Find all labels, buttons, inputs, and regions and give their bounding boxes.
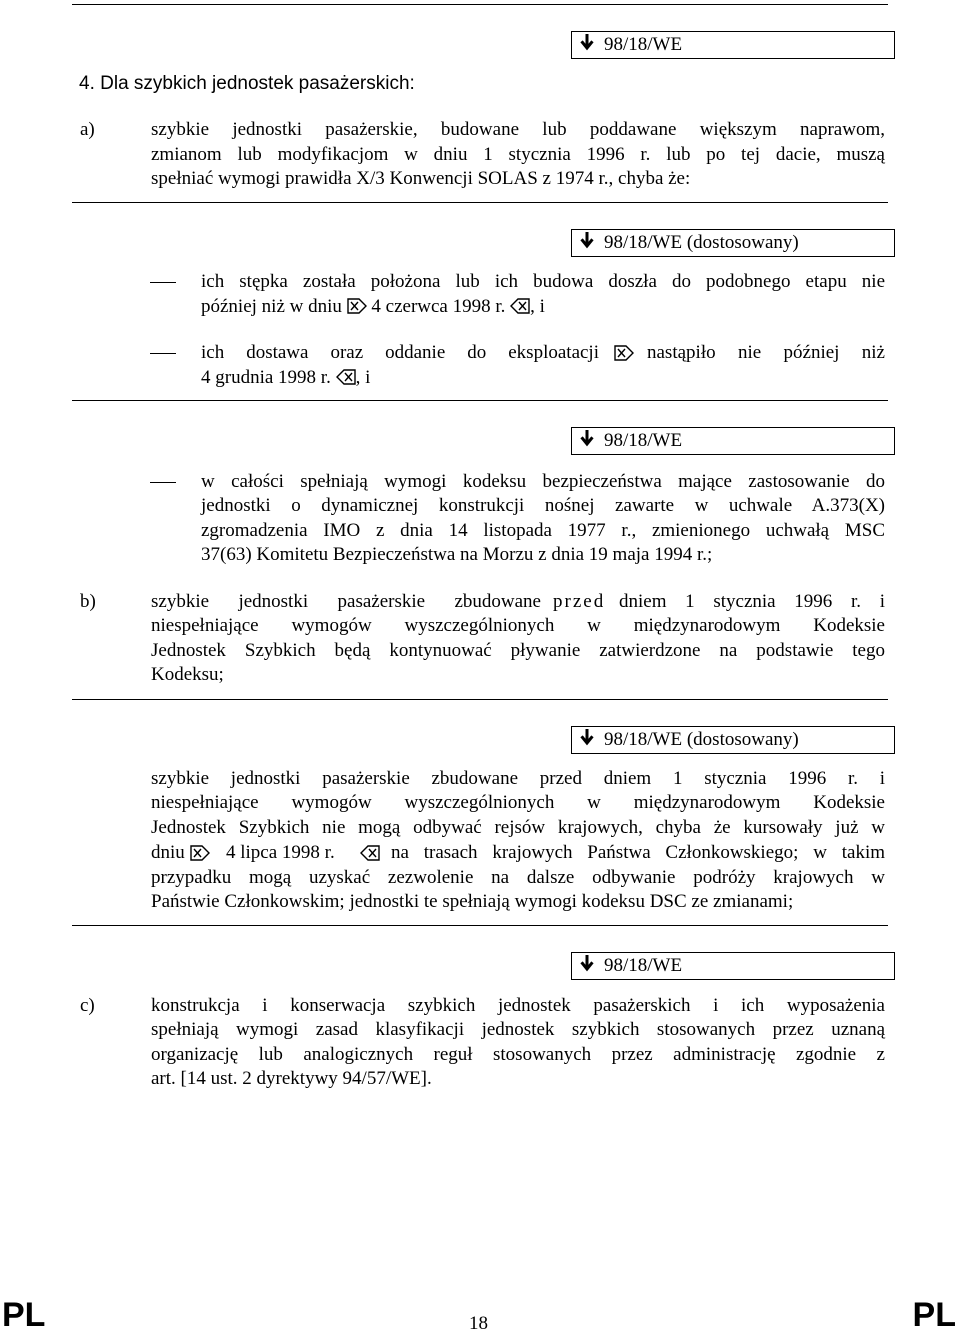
separator-rule-1	[72, 202, 888, 203]
block-4-line-1: szybkie jednostki pasażerskie zbudowane przed dniem 1 stycznia 1996 r. i	[151, 768, 885, 789]
arrow-down-icon	[580, 34, 594, 52]
item-c-line-3: organizację lub analogicznych reguł stosowanych przez administrację zgodnie z	[151, 1044, 885, 1065]
insert-start-marker-icon	[190, 845, 210, 861]
text-segment: szybkie jednostki pasażerskie zbudowane	[151, 591, 541, 612]
dash-bullet	[150, 353, 176, 354]
block-2-dash-1-line-2	[201, 295, 545, 319]
arrow-down-icon	[580, 955, 594, 973]
text-segment: dniem 1 stycznia 1996 r. i	[619, 591, 885, 612]
block-4-line-5: przypadku mogą uzyskać zezwolenie na dalsze odbywanie podróży krajowych w	[151, 867, 885, 888]
block-2-dash-2-line-1-a: ich dostawa oraz oddanie do eksploatacji	[201, 342, 599, 363]
text-segment: 4 lipca 1998 r.	[226, 842, 335, 863]
item-c-line-4: art. [14 ust. 2 dyrektywy 94/57/WE].	[151, 1068, 432, 1089]
separator-rule-4	[72, 925, 888, 926]
block-4-line-2: niespełniające wymogów wyszczególnionych w międzynarodowym Kodeksie	[151, 792, 885, 813]
ref-label: 98/18/WE (dostosowany)	[604, 729, 799, 750]
page-number: 18	[469, 1313, 488, 1334]
ref-label: 98/18/WE	[604, 955, 683, 976]
block-4-line-6: Państwie Członkowskim; jednostki te spełniają wymogi kodeksu DSC ze zmianami;	[151, 891, 794, 912]
ref-box-98-18-we	[571, 952, 895, 980]
ref-box-98-18-we	[571, 427, 895, 455]
ref-box-98-18-we-adapted	[571, 229, 895, 257]
insert-end-marker-icon	[336, 369, 356, 385]
block-3-line-3: zgromadzenia IMO z dnia 14 listopada 1977 r., zmienionego uchwałą MSC	[201, 520, 885, 541]
text-segment: , i	[355, 367, 371, 388]
top-rule	[72, 4, 888, 5]
text-segment: 4 czerwca 1998 r.	[371, 296, 506, 317]
item-c-label: c)	[80, 995, 95, 1016]
item-a-line-1: szybkie jednostki pasażerskie, budowane lub poddawane większym naprawom,	[151, 119, 885, 140]
text-segment: , i	[530, 296, 545, 317]
insert-start-marker-icon	[614, 345, 634, 361]
footer-lang-right: PL	[912, 1296, 956, 1334]
text-segment: na trasach krajowych Państwa Członkowskiego; w takim	[391, 842, 885, 863]
insert-end-marker-icon	[360, 845, 380, 861]
separator-rule-3	[72, 699, 888, 700]
text-segment-emphasized: przed	[553, 591, 606, 612]
ref-box-98-18-we	[571, 31, 895, 59]
block-2-dash-2-line-2	[201, 366, 370, 390]
text-segment: nastąpiło nie później niż	[647, 342, 885, 363]
item-a-line-3: spełniać wymogi prawidła X/3 Konwencji SOLAS z 1974 r., chyba że:	[151, 168, 691, 189]
dash-bullet	[150, 282, 176, 283]
text-segment: 4 grudnia 1998 r.	[201, 367, 331, 388]
item-c-line-1: konstrukcja i konserwacja szybkich jednostek pasażerskich i ich wyposażenia	[151, 995, 885, 1016]
insert-end-marker-icon	[510, 298, 530, 314]
block-3-line-2: jednostki o dynamicznej konstrukcji nośnej zawarte w uchwale A.373(X)	[201, 495, 885, 516]
block-3-line-1: w całości spełniają wymogi kodeksu bezpieczeństwa mające zastosowanie do	[201, 471, 885, 492]
ref-label: 98/18/WE	[604, 430, 683, 451]
item-b-line-2: niespełniające wymogów wyszczególnionych w międzynarodowym Kodeksie	[151, 615, 885, 636]
text-segment: później niż w dniu	[201, 296, 342, 317]
block-2-dash-1-line-1: ich stępka została położona lub ich budowa doszła do podobnego etapu nie	[201, 271, 885, 292]
item-c-line-2: spełniają wymogi zasad klasyfikacji jednostek szybkich stosowanych przez uznaną	[151, 1019, 885, 1040]
arrow-down-icon	[580, 729, 594, 747]
item-b-label: b)	[80, 591, 96, 612]
item-a-line-2: zmianom lub modyfikacjom w dniu 1 stycznia 1996 r. lub po tej dacie, muszą	[151, 144, 885, 165]
block-3-line-4: 37(63) Komitetu Bezpieczeństwa na Morzu z dnia 19 maja 1994 r.;	[201, 544, 713, 565]
section-heading: 4. Dla szybkich jednostek pasażerskich:	[79, 73, 415, 94]
item-a-label: a)	[80, 119, 95, 140]
ref-box-98-18-we-adapted	[571, 726, 895, 754]
item-b-line-4: Kodeksu;	[151, 664, 224, 685]
insert-start-marker-icon	[347, 298, 367, 314]
ref-label: 98/18/WE (dostosowany)	[604, 232, 799, 253]
arrow-down-icon	[580, 430, 594, 448]
block-4-line-3: Jednostek Szybkich nie mogą odbywać rejsów krajowych, chyba że kursowały już w	[151, 817, 885, 838]
item-b-line-3: Jednostek Szybkich będą kontynuować pływanie zatwierdzone na podstawie tego	[151, 640, 885, 661]
ref-label: 98/18/WE	[604, 34, 683, 55]
footer-lang-left: PL	[2, 1296, 46, 1334]
text-segment: dniu	[151, 842, 185, 863]
dash-bullet	[150, 482, 176, 483]
arrow-down-icon	[580, 232, 594, 250]
separator-rule-2	[72, 400, 888, 401]
